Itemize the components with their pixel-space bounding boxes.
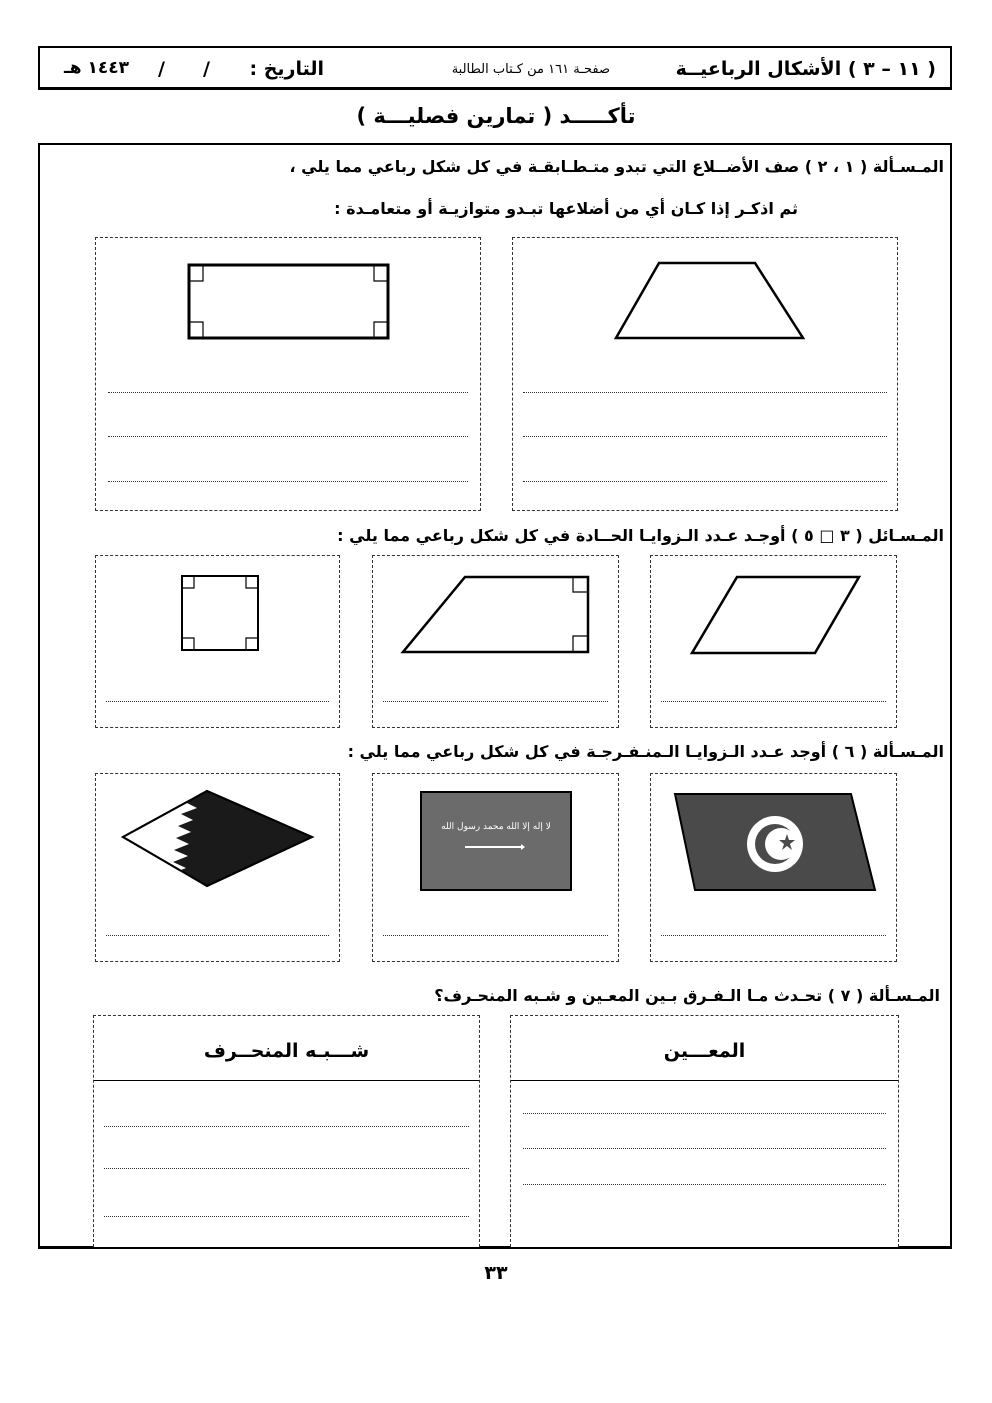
answer-line[interactable]: [108, 436, 468, 437]
answer-box-right-trapezoid: [372, 555, 619, 728]
answer-line[interactable]: [523, 1184, 886, 1185]
answer-box-qatar-flag: [95, 773, 340, 962]
column-header-rhombus: المعـــين: [511, 1016, 898, 1081]
answer-line[interactable]: [523, 436, 887, 437]
answer-line[interactable]: [108, 392, 468, 393]
answer-box-trapezoid: [512, 237, 898, 511]
table-column-rhombus: [510, 1015, 899, 1247]
answer-line[interactable]: [104, 1168, 469, 1169]
answer-line[interactable]: [106, 701, 329, 702]
header-bar: [38, 46, 952, 90]
answer-line[interactable]: [661, 701, 886, 702]
question-3-text: المـسـألة ( ٦ ) أوجد عـدد الـزوايـا الـمنـفـرجـة في كل شكل رباعي مما يلي :: [347, 742, 944, 761]
table-column-trapezoid: [93, 1015, 480, 1247]
answer-line[interactable]: [104, 1126, 469, 1127]
section-title: تأكـــــد ( تمارين فصليـــة ): [356, 104, 636, 128]
answer-line[interactable]: [661, 935, 886, 936]
answer-line[interactable]: [104, 1216, 469, 1217]
question-1-line-2: ثم اذكـر إذا كـان أي من أضلاعها تبـدو متوازيـة أو متعامـدة :: [334, 199, 798, 218]
page-number: ٣٣: [484, 1262, 508, 1284]
page-reference: صفحـة ١٦١ من كـتاب الطالبة: [451, 62, 610, 77]
right-trapezoid-shape: [373, 556, 620, 729]
answer-line[interactable]: [523, 1113, 886, 1114]
trapezoid-shape: [513, 238, 899, 512]
date-separator: /: [158, 58, 165, 80]
date-separator: /: [203, 58, 210, 80]
answer-line[interactable]: [108, 481, 468, 482]
answer-box-tunisia-flag: [650, 773, 897, 962]
answer-box-rhombus: [650, 555, 897, 728]
answer-line[interactable]: [523, 481, 887, 482]
column-header-trapezoid: شـــبـه المنحــرف: [94, 1016, 479, 1081]
square-shape: [96, 556, 341, 729]
answer-box-rectangle: [95, 237, 481, 511]
question-4-text: المـسـألة ( ٧ ) تحـدث مـا الـفـرق بـين المعـين و شـبه المنحـرف؟: [434, 986, 940, 1005]
saudi-flag-inscription: لا إله إلا الله محمد رسول الله: [441, 822, 551, 832]
answer-box-square: [95, 555, 340, 728]
question-2-text: المـسـائل ( ٣ □ ٥ ) أوجـد عـدد الـزوايـا الحــادة في كل شكل رباعي مما يلي :: [337, 526, 944, 545]
answer-line[interactable]: [523, 1148, 886, 1149]
answer-line[interactable]: [383, 701, 608, 702]
lesson-title: ( ١١ – ٣ ) الأشكال الرباعيــة: [675, 58, 936, 80]
date-label: التاريخ :: [249, 58, 324, 80]
answer-box-saudi-flag: [372, 773, 619, 962]
answer-line[interactable]: [106, 935, 329, 936]
rectangle-shape: [96, 238, 482, 512]
answer-line[interactable]: [523, 392, 887, 393]
rhombus-shape: [651, 556, 898, 729]
hijri-year: ١٤٤٣ هـ: [64, 58, 130, 78]
answer-line[interactable]: [383, 935, 608, 936]
question-1-line-1: المـسـألة ( ١ ، ٢ ) صف الأضــلاع التي تبدو متـطـابقـة في كل شكل رباعي مما يلي ،: [289, 157, 944, 176]
